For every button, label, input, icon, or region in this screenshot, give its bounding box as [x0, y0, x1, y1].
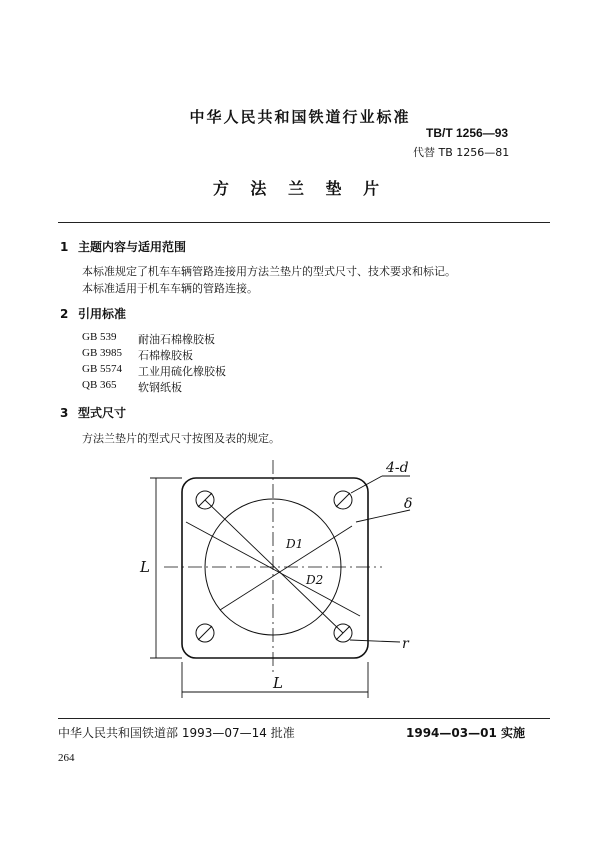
holes-label: 4-d: [386, 460, 409, 476]
thickness-label: δ: [404, 496, 413, 512]
section-1-paragraph: 本标准规定了机车车辆管路连接用方法兰垫片的型式尺寸、技术要求和标记。: [82, 265, 456, 278]
section-number: 1: [60, 240, 69, 254]
page-number: 264: [58, 752, 75, 764]
reference-name: 软钢纸板: [138, 381, 182, 394]
top-divider: [58, 222, 550, 223]
standard-code: TB/T 1256—93: [426, 126, 509, 140]
d2-label: D2: [306, 573, 324, 587]
document-title: 方 法 兰 垫 片: [212, 179, 388, 198]
section-number: 3: [60, 406, 69, 420]
section-title: 型式尺寸: [78, 406, 127, 420]
standard-organization-title: 中华人民共和国铁道行业标准: [189, 108, 411, 126]
replaces-standard: 代替 TB 1256—81: [413, 146, 510, 159]
reference-name: 工业用硫化橡胶板: [138, 365, 226, 378]
approval-info: 中华人民共和国铁道部 1993—07—14 批准: [58, 726, 295, 740]
reference-code: QB 365: [82, 379, 117, 391]
section-number: 2: [60, 307, 69, 321]
section-3-heading: [60, 404, 126, 421]
reference-name: 耐油石棉橡胶板: [138, 333, 215, 346]
height-label: L: [140, 558, 150, 576]
bottom-divider: [58, 718, 550, 719]
section-2-heading: [60, 305, 126, 322]
reference-code: GB 539: [82, 331, 117, 343]
radius-label: r: [402, 636, 409, 652]
d1-label: D1: [286, 537, 304, 551]
width-label: L: [273, 674, 283, 692]
section-1-paragraph: 本标准适用于机车车辆的管路连接。: [82, 282, 258, 295]
section-3-paragraph: 方法兰垫片的型式尺寸按图及表的规定。: [82, 432, 280, 445]
reference-code: GB 3985: [82, 347, 123, 359]
reference-name: 石棉橡胶板: [138, 349, 193, 362]
gasket-drawing: [120, 450, 420, 710]
reference-code: GB 5574: [82, 363, 123, 375]
section-title: 主题内容与适用范围: [78, 240, 187, 254]
section-1-heading: [60, 238, 186, 255]
effective-date: 1994—03—01 实施: [406, 726, 525, 740]
section-title: 引用标准: [78, 307, 127, 321]
